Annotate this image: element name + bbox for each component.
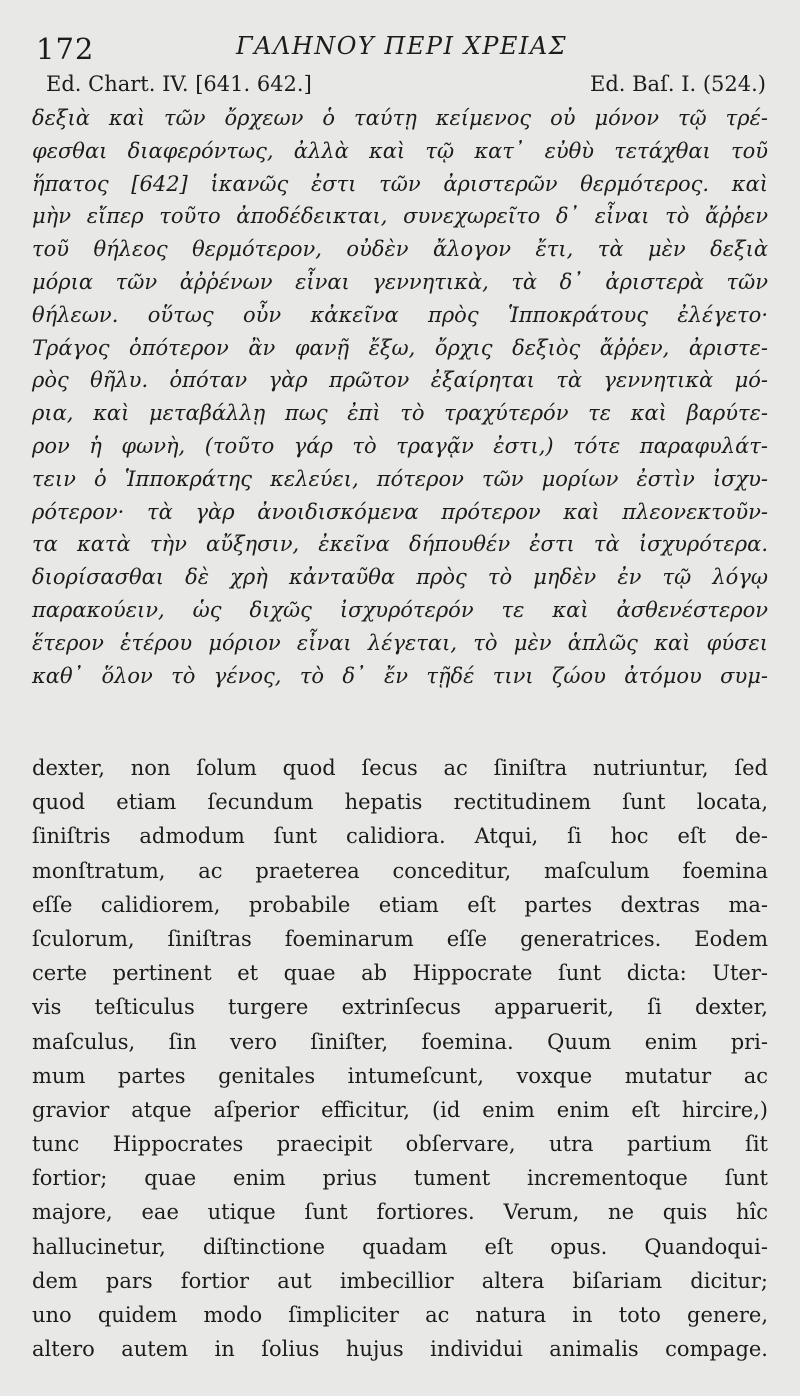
latin-line: tunc Hippocrates praecipit obſervare, utra partium ſit bbox=[32, 1132, 768, 1157]
latin-text-block bbox=[32, 751, 768, 1366]
page-number: 172 bbox=[36, 32, 95, 66]
edition-reference-right: Ed. Baſ. I. (524.) bbox=[590, 72, 766, 96]
greek-line: τα κατὰ τὴν αὔξησιν, ἐκεῖνα δήπουθέν ἐστι τὰ ἰσχυρότερα. bbox=[32, 532, 768, 557]
greek-line: παρακούειν, ὡς διχῶς ἰσχυρότερόν τε καὶ ἀσθενέστερον bbox=[32, 597, 768, 622]
latin-line: majore, eae utique ſunt fortiores. Verum, ne quis hîc bbox=[32, 1200, 768, 1225]
latin-line: mum partes genitales intumeſcunt, voxque mutatur ac bbox=[32, 1063, 768, 1088]
latin-line: eſſe calidiorem, probabile etiam eſt partes dextras ma- bbox=[32, 892, 768, 917]
greek-line: τοῦ θήλεος θερμότερον, οὐδὲν ἄλογον ἔτι, τὰ μὲν δεξιὰ bbox=[32, 237, 768, 262]
greek-text-block bbox=[32, 102, 768, 692]
running-head bbox=[36, 28, 766, 68]
latin-line: uno quidem modo ſimpliciter ac natura in toto genere, bbox=[32, 1303, 768, 1327]
latin-line: quod etiam ſecundum hepatis rectitudinem ſunt locata, bbox=[32, 790, 768, 815]
greek-line: θήλεων. οὕτως οὖν κἀκεῖνα πρὸς Ἱπποκράτους ἐλέγετο· bbox=[32, 302, 768, 327]
latin-line: fortior; quae enim prius tument incrementoque ſunt bbox=[32, 1166, 768, 1191]
greek-line: ρια, καὶ μεταβάλλῃ πως ἐπὶ τὸ τραχύτερόν τε καὶ βαρύτε- bbox=[32, 401, 768, 426]
latin-line: monſtratum, ac praeterea conceditur, maſculum foemina bbox=[32, 858, 768, 883]
running-title: ΓΑΛΗΝΟΥ ΠΕΡΙ ΧΡΕΙΑΣ bbox=[236, 32, 568, 60]
latin-line: certe pertinent et quae ab Hippocrate ſunt dicta: Uter- bbox=[32, 961, 768, 986]
greek-line: τειν ὁ Ἱπποκράτης κελεύει, πότερον τῶν μορίων ἐστὶν ἰσχυ- bbox=[32, 466, 768, 491]
edition-reference-left: Ed. Chart. IV. [641. 642.] bbox=[46, 72, 312, 96]
greek-line: μόρια τῶν ἀῤῥένων εἶναι γεννητικὰ, τὰ δ᾽ ἀριστερὰ τῶν bbox=[32, 269, 768, 294]
edition-reference-line bbox=[36, 72, 766, 102]
latin-line: hallucinetur, diſtinctione quadam eſt opus. Quandoqui- bbox=[32, 1234, 768, 1259]
greek-line: Τράγος ὁπότερον ἂν φανῇ ἔξω, ὄρχις δεξιὸς ἄῤῥεν, ἀριστε- bbox=[32, 335, 768, 360]
latin-line: maſculus, ſin vero ſiniſter, foemina. Quum enim pri- bbox=[32, 1029, 768, 1054]
greek-line: ἕτερον ἑτέρου μόριον εἶναι λέγεται, τὸ μὲν ἁπλῶς καὶ φύσει bbox=[32, 630, 768, 655]
latin-line: vis teſticulus turgere extrinſecus apparuerit, ſi dexter, bbox=[32, 995, 768, 1020]
latin-line: dem pars fortior aut imbecillior altera biſariam dicitur; bbox=[32, 1268, 768, 1293]
greek-line: ρον ἡ φωνὴ, (τοῦτο γάρ τὸ τραγᾷν ἐστι,) τότε παραφυλάτ- bbox=[32, 433, 768, 458]
greek-line: φεσθαι διαφερόντως, ἀλλὰ καὶ τῷ κατ᾽ εὐθὺ τετάχθαι τοῦ bbox=[32, 138, 768, 163]
greek-line: διορίσασθαι δὲ χρὴ κἀνταῦθα πρὸς τὸ μηδὲν ἐν τῷ λόγῳ bbox=[32, 565, 768, 590]
latin-line: dexter, non ſolum quod ſecus ac ſiniſtra nutriuntur, ſed bbox=[32, 756, 768, 780]
latin-line: gravior atque aſperior efficitur, (id enim enim eſt hircire,) bbox=[32, 1097, 768, 1122]
greek-line: ρὸς θῆλυ. ὁπόταν γὰρ πρῶτον ἐξαίρηται τὰ γεννητικὰ μό- bbox=[32, 368, 768, 393]
greek-line: δεξιὰ καὶ τῶν ὄρχεων ὁ ταύτῃ κείμενος οὐ μόνον τῷ τρέ- bbox=[32, 106, 768, 130]
greek-line: μὴν εἴπερ τοῦτο ἀποδέδεικται, συνεχωρεῖτο δ᾽ εἶναι τὸ ἄῤῥεν bbox=[32, 204, 768, 229]
greek-line: καθ᾽ ὅλον τὸ γένος, τὸ δ᾽ ἔν τῇδέ τινι ζώου ἀτόμου συμ- bbox=[32, 663, 768, 688]
latin-line: ſiniſtris admodum ſunt calidiora. Atqui, ſi hoc eſt de- bbox=[32, 824, 768, 849]
latin-line: altero autem in ſolius hujus individui animalis compage. bbox=[32, 1337, 768, 1362]
greek-line: ρότερον· τὰ γὰρ ἀνοιδισκόμενα πρότερον καὶ πλεονεκτοῦν- bbox=[32, 499, 768, 524]
latin-line: ſculorum, ſiniſtras foeminarum eſſe generatrices. Eodem bbox=[32, 926, 768, 951]
greek-line: ἥπατος [642] ἱκανῶς ἐστι τῶν ἀριστερῶν θερμότερος. καὶ bbox=[32, 171, 768, 196]
